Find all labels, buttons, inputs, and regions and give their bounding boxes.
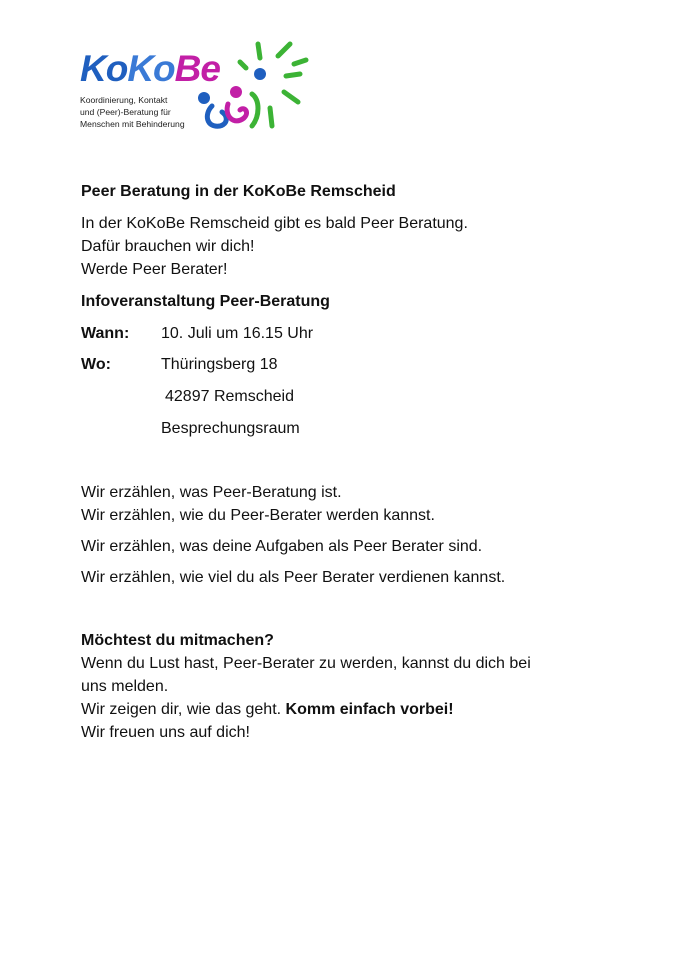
intro-line: In der KoKoBe Remscheid gibt es bald Peer Beratung. [81,215,468,232]
where-street: Thüringsberg 18 [161,356,278,373]
logo-wordmark-part-2: Ko [127,48,175,89]
when-label: Wann: [81,325,130,342]
join-line-with-emphasis [81,699,454,721]
join-title: Möchtest du mitmachen? [81,632,274,649]
where-city: 42897 Remscheid [165,388,294,405]
kokobe-logo [76,36,316,136]
join-line: uns melden. [81,678,169,695]
intro-line: Werde Peer Berater! [81,261,228,278]
event-title: Infoveranstaltung Peer-Beratung [81,293,330,310]
explanation-line: Wir erzählen, was deine Aufgaben als Peer Berater sind. [81,538,483,555]
join-call-to-action: Komm einfach vorbei! [285,701,454,718]
join-line-text: Wir zeigen dir, wie das geht. [81,701,282,718]
where-room: Besprechungsraum [161,420,300,437]
event-when-row [81,323,621,345]
logo-wordmark-part-3: Be [174,48,220,89]
people-sun-logo-icon [194,36,316,136]
logo-tagline-line: Koordinierung, Kontakt [80,95,168,105]
page-title: Peer Beratung in der KoKoBe Remscheid [81,183,396,200]
explanation-line: Wir erzählen, wie du Peer-Berater werden kannst. [81,507,435,524]
join-line: Wenn du Lust hast, Peer-Berater zu werden, kannst du dich bei [81,655,531,672]
event-where-block [81,354,621,454]
where-label: Wo: [81,356,111,373]
logo-tagline [80,94,185,130]
explanation-line: Wir erzählen, wie viel du als Peer Berater verdienen kannst. [81,569,506,586]
logo-tagline-line: und (Peer)-Beratung für [80,107,171,117]
explanation-line: Wir erzählen, was Peer-Beratung ist. [81,484,342,501]
when-value: 10. Juli um 16.15 Uhr [161,325,314,342]
logo-tagline-line: Menschen mit Behinderung [80,119,185,129]
logo-wordmark-part-1: Ko [80,48,128,89]
join-line: Wir freuen uns auf dich! [81,724,250,741]
intro-line: Dafür brauchen wir dich! [81,238,255,255]
